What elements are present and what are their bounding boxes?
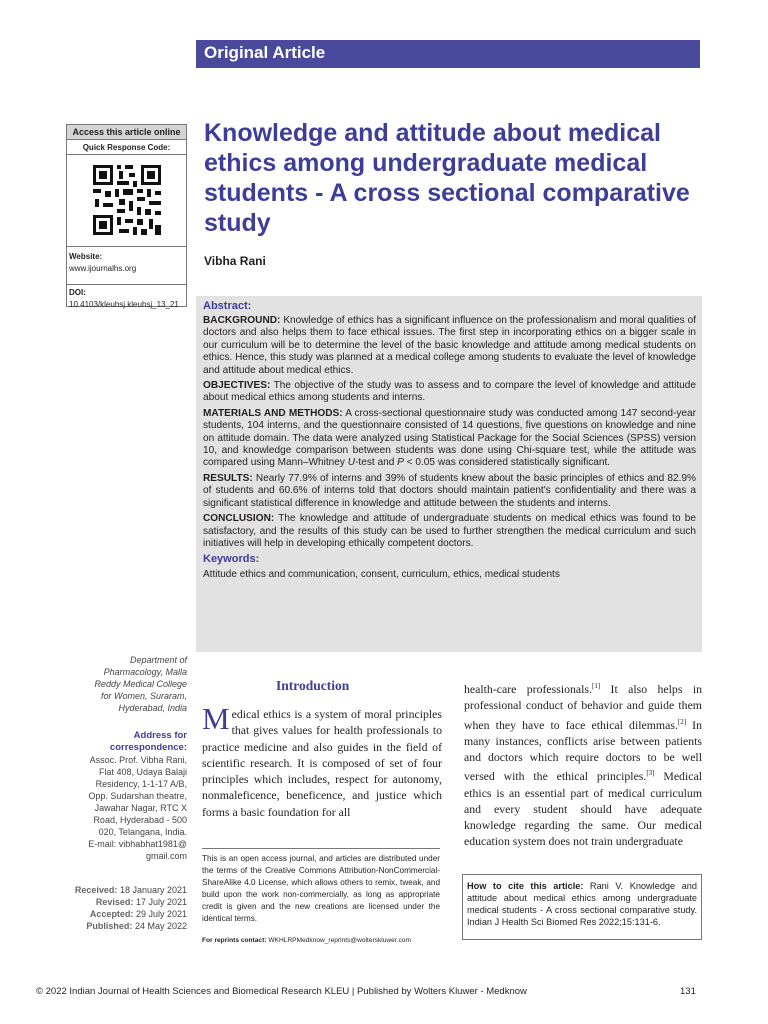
website-label: Website: [69, 252, 103, 261]
abstract-methods [203, 408, 696, 470]
revised-date [70, 896, 187, 908]
website-block [67, 247, 186, 285]
accepted-value: 29 July 2021 [135, 909, 187, 919]
qr-code-label: Quick Response Code: [67, 140, 186, 155]
accepted-label: Accepted: [89, 909, 134, 919]
doi-label: DOI: [69, 288, 86, 297]
abstract-conclusion [203, 513, 696, 550]
results-text: Nearly 77.9% of interns and 39% of students knew about the basic principles of ethics and 82.9% of students and 60.6% of interns told that doctors should maintain patient's confidentiality and there was a significant statistical difference in knowledge and attitude between the students and interns. [203, 472, 696, 509]
abstract-objectives [203, 380, 696, 405]
page-number: 131 [680, 986, 696, 997]
methods-u: U [347, 457, 356, 469]
doi-link[interactable]: 10.4103/kleuhsj.kleuhsj_13_21 [69, 300, 179, 309]
article-type-label: Original Article [204, 43, 326, 62]
reprints-email[interactable]: WKHLRPMedknow_reprints@wolterskluwer.com [266, 937, 411, 944]
reprints-contact [202, 936, 452, 946]
objectives-text: The objective of the study was to assess and to compare the level of knowledge and attitude about medical ethics among students and interns. [203, 380, 696, 404]
reference-3[interactable]: [3] [646, 769, 655, 778]
methods-p: P [397, 457, 404, 469]
published-value: 24 May 2022 [134, 921, 187, 931]
access-online-box [66, 124, 187, 307]
address-text: Assoc. Prof. Vibha Rani, Flat 408, Udaya Balaji Residency, 1-1-17 A/B, Opp. Sudarshan theatre, Jawahar Nagar, RTC X Road, Hyderabad - 500 020, Telangana, India. [88, 755, 187, 837]
methods-text: A cross-sectional questionnaire study was conducted among 147 second-year students, 104 interns, and the questionnaire consisted of 14 questions, five questions on knowledge and nine on attitude domain. The data were analyzed using Statistical Package for the Social Sciences (SPSS) version 10, and knowledge comparison between students was done using Chi-square test, while the attitude was compared using Mann–Whitney [203, 407, 697, 469]
received-value: 18 January 2021 [119, 885, 187, 895]
accepted-date [70, 908, 187, 920]
background-label: BACKGROUND: [203, 315, 281, 326]
correspondence-address [74, 754, 187, 862]
citation-text: Rani V. Knowledge and attitude about medical ethics among undergraduate medical students - A cross sectional comparative study. Indian J Health Sci Biomed Res 2022;15:131-6. [467, 881, 697, 927]
reprints-label: For reprints contact: [202, 937, 267, 944]
citation-box [462, 874, 702, 940]
abstract-box [196, 296, 702, 652]
reference-1[interactable]: [1] [591, 682, 601, 690]
article-title: Knowledge and attitude about medical ethics among undergraduate medical students - A cross sectional comparative study [204, 119, 690, 237]
intro-text-2b: It also helps in professional conduct of behavior and guide them when they have to face ethical dilemmas. [464, 681, 702, 732]
article-type-banner [196, 40, 700, 68]
revised-value: 17 July 2021 [135, 897, 187, 907]
abstract-background [203, 315, 696, 377]
conclusion-text: The knowledge and attitude of undergraduate students on medical ethics was found to be satisfactory, and the results of this study can be used to further strengthen the medical curriculum and such initiatives will help in developing ethically competent doctors. [203, 513, 697, 549]
keywords-list: Attitude ethics and communication, consent, curriculum, ethics, medical students [203, 569, 560, 581]
published-label: Published: [86, 921, 133, 931]
abstract-results [203, 473, 696, 510]
website-link[interactable]: www.ijournalhs.org [69, 264, 137, 273]
intro-text-1: edical ethics is a system of moral principles that gives values for health professionals to practice medicine and also guides in the field of scientific research. It is composed of set of four principles which includes, respect for autonomy, nonmaleficence, beneficence, and justice which forms a basic foundation for all [202, 707, 442, 819]
methods-text-2: -test and [355, 457, 398, 469]
footer-copyright: © 2022 Indian Journal of Health Sciences and Biomedical Research KLEU | Published by Wolters Kluwer - Medknow [36, 986, 527, 997]
introduction-column-1 [202, 701, 442, 820]
department-affiliation: Department of Pharmacology, Malla Reddy Medical College for Women, Suraram, Hyderabad, India [94, 655, 187, 713]
drop-cap: M [202, 701, 230, 736]
conclusion-label: CONCLUSION: [203, 513, 275, 525]
author-name: Vibha Rani [204, 254, 266, 268]
correspondence-heading: Address for correspondence: [109, 730, 187, 753]
introduction-column-2 [464, 678, 702, 850]
qr-code-area [67, 155, 186, 247]
methods-text-3: < 0.05 was considered statistically significant. [403, 457, 611, 469]
background-text: Knowledge of ethics has a significant influence on the professionalism and moral qualities of doctors and also helps them to face ethical issues. The first step in incorporating ethics on a bigger scale in our curriculum will be to determine the level of the basic knowledge and attitude among medical students on ethics. Hence, this study was planned at a medical college among students to evaluate the level of knowledge and attitude about medical ethics. [203, 315, 697, 376]
abstract-heading: Abstract: [203, 300, 252, 312]
introduction-heading: Introduction [276, 678, 350, 693]
doi-block [67, 285, 186, 311]
intro-text-2a: health-care professionals. [464, 681, 592, 696]
access-online-label: Access this article online [67, 125, 186, 140]
publication-dates [70, 884, 187, 932]
methods-label: MATERIALS AND METHODS: [203, 407, 343, 419]
license-notice: This is an open access journal, and articles are distributed under the terms of the Creative Commons Attribution-NonCommercial-ShareAlike 4.0 License, which allows others to remix, tweak, and build upon the work non-commercially, as long as appropriate credit is given and the new creations are licensed under the identical terms. [202, 848, 440, 925]
citation-label: How to cite this article: [467, 881, 584, 891]
received-label: Received: [74, 885, 118, 895]
revised-label: Revised: [95, 897, 134, 907]
keywords-heading: Keywords: [203, 553, 260, 566]
results-label: RESULTS: [203, 472, 253, 484]
qr-code-icon [91, 157, 163, 243]
reference-2[interactable]: [2] [677, 717, 687, 726]
published-date [70, 920, 187, 932]
email-text[interactable]: E-mail: vibhabhat1981@ gmail.com [88, 839, 187, 861]
intro-text-2c: In many instances, conflicts arise between patients and doctors which require doctors to be well versed with the ethical principles. [464, 717, 702, 784]
intro-text-2d: Medical ethics is an essential part of medical curriculum and every student should have adequate knowledge regarding the same. Our medical education system does not train undergraduate [464, 769, 702, 849]
received-date [70, 884, 187, 896]
objectives-label: OBJECTIVES: [203, 380, 271, 392]
